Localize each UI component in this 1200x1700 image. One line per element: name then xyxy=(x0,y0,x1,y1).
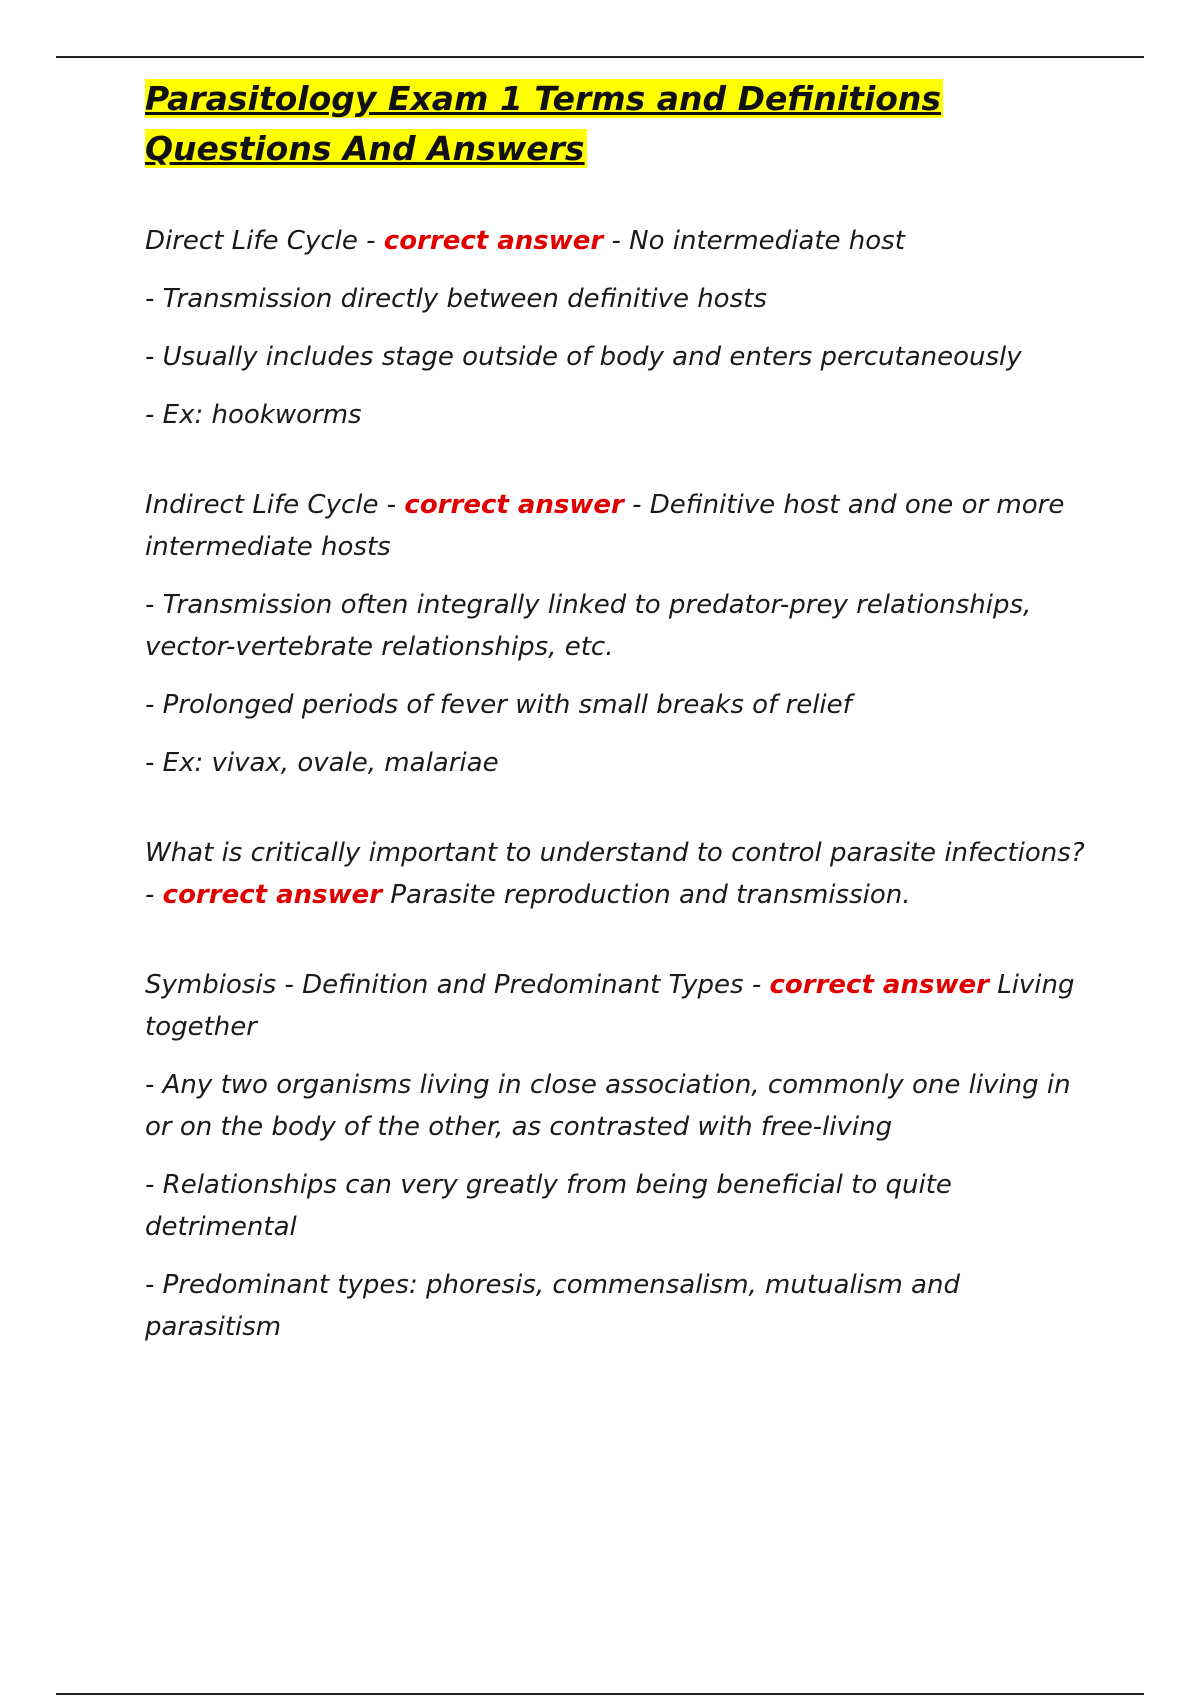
answer-line: - Transmission often integrally linked to predator-prey relationships, vector-vertebrate relationships, etc. xyxy=(145,590,1032,662)
qa-first-line xyxy=(145,484,1095,568)
qa-first-line xyxy=(145,832,1095,916)
correct-answer-marker: correct answer xyxy=(162,880,383,910)
correct-answer-marker: correct answer xyxy=(769,970,989,1000)
qa-first-line xyxy=(145,964,1095,1048)
question-text: Symbiosis - Definition and Predominant Types - xyxy=(145,970,770,1000)
answer-line: - Ex: hookworms xyxy=(145,400,362,430)
qa-item xyxy=(145,964,1095,1348)
qa-first-line xyxy=(145,220,1095,262)
bottom-rule xyxy=(56,1693,1144,1695)
answer-text: - Definitive host and one or more intermediate hosts xyxy=(145,490,1065,562)
answer-line: - Ex: vivax, ovale, malariae xyxy=(145,748,499,778)
question-text: Indirect Life Cycle - xyxy=(145,490,405,520)
answer-line: - Relationships can very greatly from being beneficial to quite detrimental xyxy=(145,1170,952,1242)
document-title xyxy=(145,74,1095,174)
qa-item xyxy=(145,832,1095,916)
answer-line: - Transmission directly between definitive hosts xyxy=(145,284,767,314)
correct-answer-marker: correct answer xyxy=(404,490,624,520)
title-highlight: Parasitology Exam 1 Terms and Definitions Questions And Answers xyxy=(145,79,942,168)
qa-item xyxy=(145,220,1095,436)
question-text: What is critically important to understand to control parasite infections? - xyxy=(145,838,1085,910)
answer-text: Parasite reproduction and transmission. xyxy=(382,880,911,910)
answer-line: - Predominant types: phoresis, commensalism, mutualism and parasitism xyxy=(145,1270,960,1342)
answer-line: - Prolonged periods of fever with small breaks of relief xyxy=(145,690,852,720)
document-body xyxy=(145,74,1095,1396)
answer-line: - Usually includes stage outside of body and enters percutaneously xyxy=(145,342,1022,372)
answer-text: Living together xyxy=(145,970,1075,1042)
answer-line: - Any two organisms living in close association, commonly one living in or on the body of the other, as contrasted with free-living xyxy=(145,1070,1071,1142)
question-text: Direct Life Cycle - xyxy=(145,226,384,256)
top-rule xyxy=(56,56,1144,58)
qa-item xyxy=(145,484,1095,784)
answer-text: - No intermediate host xyxy=(603,226,905,256)
correct-answer-marker: correct answer xyxy=(383,226,604,256)
